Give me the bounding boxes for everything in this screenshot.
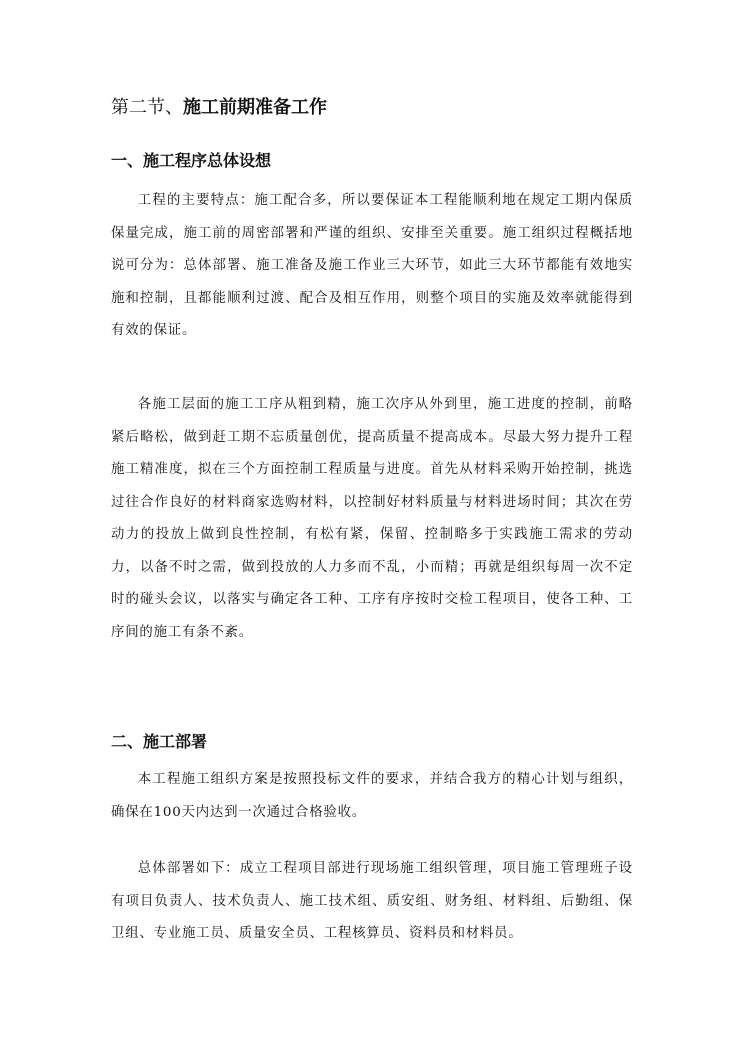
paragraph-2: 各施工层面的施工工序从粗到精，施工次序从外到里，施工进度的控制，前略紧后略松，做到赶工期不忘质量创优，提高质量不提高成本。尽最大努力提升工程施工精准度，拟在三个方面控制工程质量与进度。首先从材料采购开始控制，挑选过往合作良好的材料商家选购材料，以控制好材料质量与材料进场时间；其次在劳动力的投放上做到良性控制，有松有紧，保留、控制略多于实践施工需求的劳动力，以备不时之需，做到投放的人力多而不乱，小而精；再就是组织每周一次不定时的碰头会议，以落实与确定各工种、工序有序按时交检工程项目，使各工种、工序间的施工有条不紊。: [111, 397, 633, 640]
paragraph-4: 总体部署如下：成立工程项目部进行现场施工组织管理，项目施工管理班子设有项目负责人、技术负责人、施工技术组、质安组、财务组、材料组、后勤组、保卫组、专业施工员、质量安全员、工程核算员、资料员和材料员。: [111, 861, 633, 941]
title-main: 施工前期准备工作: [183, 97, 327, 118]
page-title: [111, 95, 633, 121]
title-prefix: 第二节、: [111, 97, 183, 118]
section-heading-1: 一、施工程序总体设想: [111, 151, 272, 170]
section-heading-2: 二、施工部署: [111, 732, 208, 751]
paragraph-1: 工程的主要特点：施工配合多，所以要保证本工程能顺利地在规定工期内保质保量完成，施工前的周密部署和严谨的组织、安排至关重要。施工组织过程概括地说可分为：总体部署、施工准备及施工作业三大环节，如此三大环节都能有效地实施和控制，且都能顺利过渡、配合及相互作用，则整个项目的实施及效率就能得到有效的保证。: [111, 193, 633, 338]
paragraph-3: 本工程施工组织方案是按照投标文件的要求，并结合我方的精心计划与组织，确保在100天内达到一次通过合格验收。: [111, 772, 633, 820]
